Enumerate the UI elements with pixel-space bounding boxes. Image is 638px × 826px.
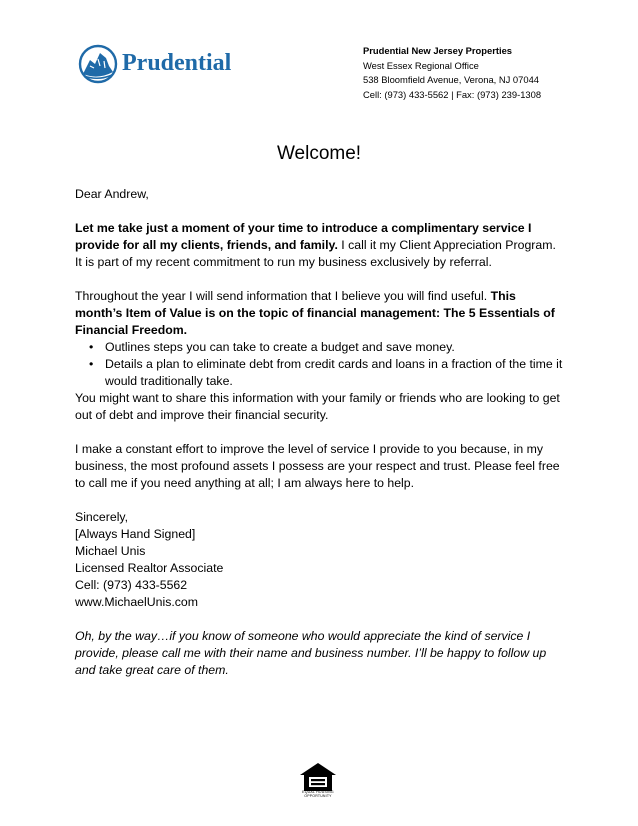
bullet-list <box>75 339 565 390</box>
intro-bold-text: Let me take just a moment of your time to introduce a complimentary service I provide for all my clients, friends, and family. <box>75 221 532 252</box>
service-paragraph: I make a constant effort to improve the level of service I provide to you because, in my business, the most profound assets I possess are your respect and trust. Please feel free to call me if you need anything at all; I am always here to help. <box>75 442 560 490</box>
item-of-value-paragraph <box>75 288 565 339</box>
intro-paragraph <box>75 220 565 271</box>
item-of-value-bold-text: This month’s Item of Value is on the topic of financial management: The 5 Essentials of Financial Freedom. <box>75 289 555 337</box>
office-address: 538 Bloomfield Avenue, Verona, NJ 07044 <box>363 74 539 85</box>
sender-cell: Cell: (973) 433-5562 <box>75 578 188 592</box>
postscript: Oh, by the way…if you know of someone who would appreciate the kind of service I provide, please call me with their name and business number. I’ll be happy to follow up and take great care of them. <box>75 629 547 677</box>
letter-title: Welcome! <box>276 143 362 164</box>
logo-wordmark: Prudential <box>122 50 232 76</box>
share-paragraph: You might want to share this information with your family or friends who are looking to get out of debt and improve their financial security. <box>75 391 560 422</box>
signature-note: [Always Hand Signed] <box>75 527 196 541</box>
closing: Sincerely, <box>75 510 129 524</box>
equal-housing-text: EQUAL HOUSING OPPORTUNITY <box>302 790 334 798</box>
office-company: Prudential New Jersey Properties <box>363 45 513 56</box>
sender-name: Michael Unis <box>75 544 146 558</box>
letter-body <box>75 186 565 679</box>
greeting: Dear Andrew, <box>75 187 149 201</box>
office-address-block <box>363 44 613 102</box>
intro-text: I call it my Client Appreciation Program. It is part of my recent commitment to run my business exclusively by referral. <box>75 238 556 269</box>
rock-of-gibraltar-logo-icon <box>78 44 118 84</box>
office-contact: Cell: (973) 433-5562 | Fax: (973) 239-1308 <box>363 88 542 100</box>
list-item: • Details a plan to eliminate debt from credit cards and loans in a fraction of the time it would traditionally take. <box>75 356 565 390</box>
item-of-value-text: Throughout the year I will send information that I believe you will find useful. <box>75 289 491 303</box>
sender-role: Licensed Realtor Associate <box>75 561 224 575</box>
list-item: • Outlines steps you can take to create a budget and save money. <box>75 339 565 356</box>
sender-website: www.MichaelUnis.com <box>75 595 198 609</box>
office-branch: West Essex Regional Office <box>363 59 479 71</box>
company-logo <box>78 44 238 84</box>
